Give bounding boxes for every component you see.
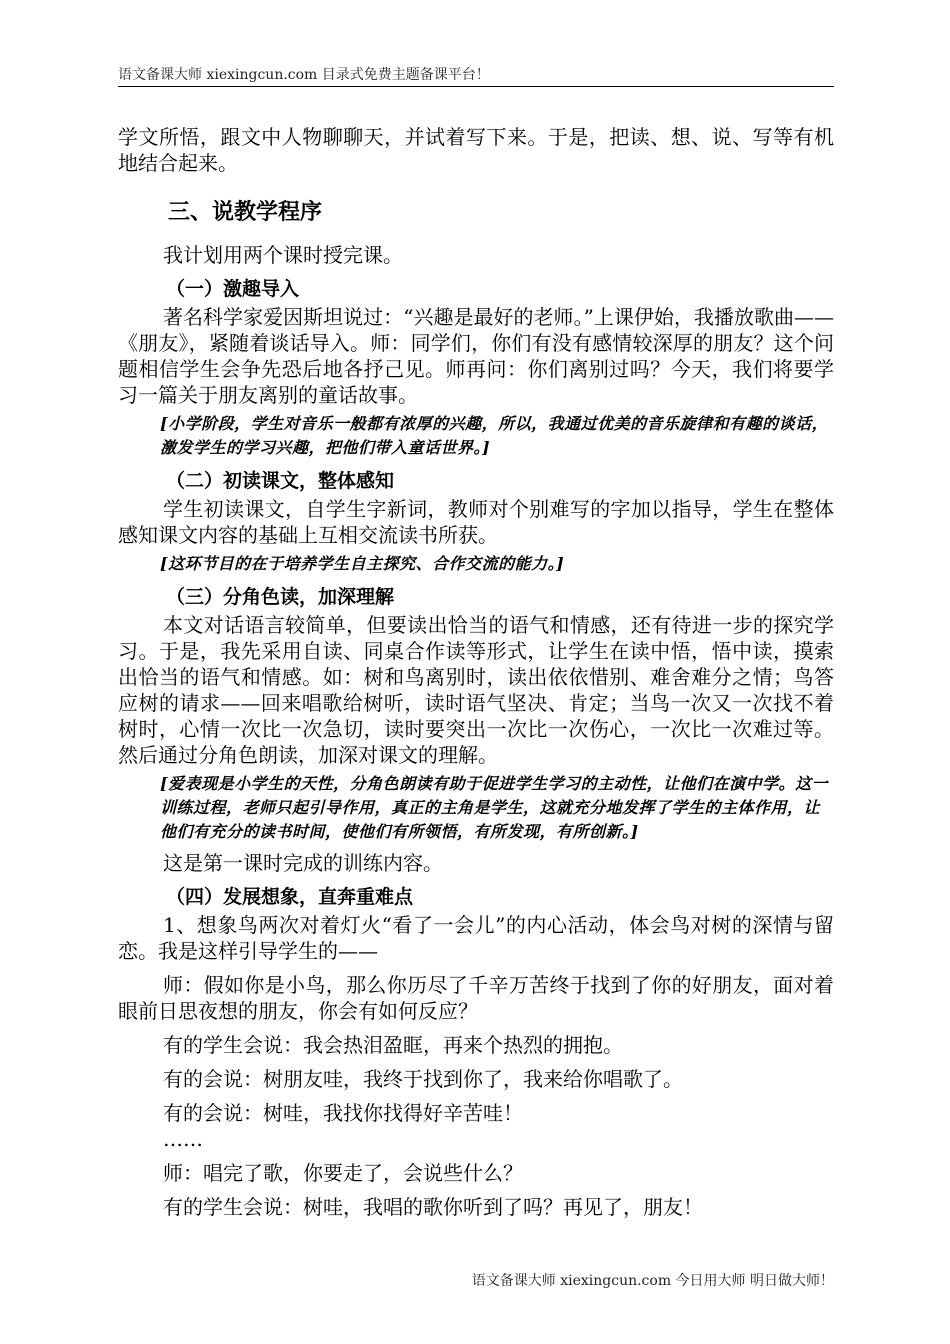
subsection-1-paragraph: 著名科学家爱因斯坦说过：“兴趣是最好的老师。”上课伊始，我播放歌曲——《朋友》，紧随着谈话导入。师：同学们，你们有没有感情较深厚的朋友？这个问题相信学生会争先恐后地各抒己见。师再问：你们离别过吗？今天，我们将要学习一篇关于朋友离别的童话故事。: [118, 305, 834, 407]
intro-paragraph: 学文所悟，跟文中人物聊聊天，并试着写下来。于是，把读、想、说、写等有机地结合起来。: [118, 125, 834, 175]
subsection-title-2: （二）初读课文，整体感知: [166, 470, 395, 492]
section-title-teaching-procedure: 三、说教学程序: [168, 200, 323, 225]
subsection-4-paragraph-6: 师：唱完了歌，你要走了，会说些什么？: [163, 1161, 523, 1185]
subsection-title-4: （四）发展想象，直奔重难点: [166, 886, 414, 908]
ellipsis: ……: [163, 1127, 203, 1151]
header-rule: [118, 86, 834, 87]
subsection-4-paragraph-2: 师：假如你是小鸟，那么你历尽了千辛万苦终于找到了你的好朋友，面对着眼前日思夜想的朋友，你会有如何反应？: [118, 973, 834, 1023]
subsection-4-paragraph-1: 1、想象鸟两次对着灯火“看了一会儿”的内心活动，体会鸟对树的深情与留恋。我是这样引导学生的——: [118, 913, 834, 963]
subsection-4-paragraph-5: 有的会说：树哇，我找你找得好辛苦哇！: [163, 1101, 523, 1125]
subsection-4-paragraph-3: 有的学生会说：我会热泪盈眶，再来个热烈的拥抱。: [163, 1033, 623, 1057]
subsection-title-1: （一）激趣导入: [166, 278, 300, 300]
subsection-2-note: [这环节目的在于培养学生自主探究、合作交流的能力。]: [160, 554, 565, 573]
page-header: 语文备课大师 xiexingcun.com 目录式免费主题备课平台！: [118, 67, 490, 83]
plan-paragraph: 我计划用两个课时授完课。: [163, 243, 403, 267]
subsection-4-paragraph-4: 有的会说：树朋友哇，我终于找到你了，我来给你唱歌了。: [163, 1067, 683, 1091]
subsection-3-note: [爱表现是小学生的天性，分角色朗读有助于促进学生学习的主动性，让他们在演中学。这一训练过程，老师只起引导作用，真正的主角是学生，这就充分地发挥了学生的主体作用，让他们有充分的读书时间，使他们有所领悟，有所发现，有所创新。]: [160, 774, 829, 841]
subsection-3-paragraph: 本文对话语言较简单，但要读出恰当的语气和情感，还有待进一步的探究学习。于是，我先采用自读、同桌合作读等形式，让学生在读中悟，悟中读，摸索出恰当的语气和情感。如：树和鸟离别时，读出依依惜别、难舍难分之情；鸟答应树的请求——回来唱歌给树听，读时语气坚决、肯定；当鸟一次又一次找不着树时，心情一次比一次急切，读时要突出一次比一次伤心，一次比一次难过等。然后通过分角色朗读，加深对课文的理解。: [118, 613, 834, 767]
subsection-4-paragraph-7: 有的学生会说：树哇，我唱的歌你听到了吗？再见了，朋友！: [163, 1195, 703, 1219]
subsection-title-3: （三）分角色读，加深理解: [166, 586, 395, 608]
page-footer: 语文备课大师 xiexingcun.com 今日用大师 明日做大师！: [471, 1273, 834, 1289]
subsection-2-paragraph: 学生初读课文，自学生字新词，教师对个别难写的字加以指导，学生在整体感知课文内容的基础上互相交流读书所获。: [118, 497, 834, 547]
document-body: [118, 124, 834, 1220]
subsection-1-note: [小学阶段，学生对音乐一般都有浓厚的兴趣，所以，我通过优美的音乐旋律和有趣的谈话，激发学生的学习兴趣，把他们带入童话世界。]: [160, 414, 829, 457]
first-lesson-paragraph: 这是第一课时完成的训练内容。: [163, 851, 443, 875]
